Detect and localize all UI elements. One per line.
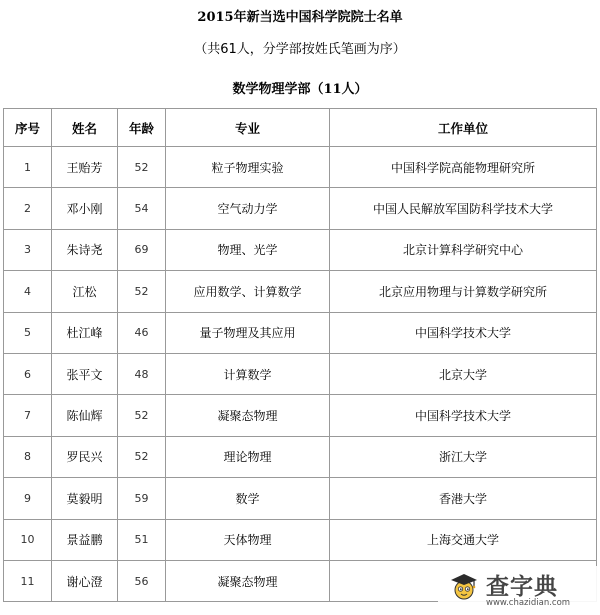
- cell-age: 56: [118, 560, 166, 601]
- cell-workplace: 中国科学技术大学: [330, 395, 597, 436]
- cell-name: 谢心澄: [52, 560, 118, 601]
- cell-major: 天体物理: [166, 519, 330, 560]
- cell-age: 52: [118, 271, 166, 312]
- site-watermark: [438, 566, 600, 615]
- academician-table: [3, 108, 597, 602]
- document-subtitle: （共61人，分学部按姓氏笔画为序）: [194, 42, 406, 57]
- table-row: [4, 395, 597, 436]
- cell-workplace: 中国科学院高能物理研究所: [330, 147, 597, 188]
- cell-index: 9: [4, 478, 52, 519]
- cell-major: 凝聚态物理: [166, 395, 330, 436]
- table-row: [4, 478, 597, 519]
- cell-age: 46: [118, 312, 166, 353]
- cell-index: 7: [4, 395, 52, 436]
- cell-name: 莫毅明: [52, 478, 118, 519]
- cell-index: 6: [4, 353, 52, 394]
- cell-name: 江松: [52, 271, 118, 312]
- cell-index: 1: [4, 147, 52, 188]
- cell-major: 凝聚态物理: [166, 560, 330, 601]
- table-row: [4, 229, 597, 270]
- cell-major: 理论物理: [166, 436, 330, 477]
- table-row: [4, 436, 597, 477]
- cell-age: 52: [118, 147, 166, 188]
- cell-major: 粒子物理实验: [166, 147, 330, 188]
- header-name: 姓名: [52, 109, 118, 147]
- document-title: 2015年新当选中国科学院院士名单: [197, 10, 403, 25]
- cell-age: 52: [118, 436, 166, 477]
- cell-age: 54: [118, 188, 166, 229]
- header-index: 序号: [4, 109, 52, 147]
- watermark-url: www.chazidian.com: [486, 598, 571, 608]
- cell-index: 8: [4, 436, 52, 477]
- cell-index: 11: [4, 560, 52, 601]
- cell-workplace: 浙江大学: [330, 436, 597, 477]
- table-row: [4, 188, 597, 229]
- table-row: [4, 147, 597, 188]
- cell-workplace: 中国人民解放军国防科学技术大学: [330, 188, 597, 229]
- header-age: 年龄: [118, 109, 166, 147]
- cell-name: 杜江峰: [52, 312, 118, 353]
- table-row: [4, 519, 597, 560]
- cell-name: 张平文: [52, 353, 118, 394]
- table-header-row: [4, 109, 597, 147]
- cell-name: 朱诗尧: [52, 229, 118, 270]
- cell-workplace: 北京应用物理与计算数学研究所: [330, 271, 597, 312]
- cell-age: 51: [118, 519, 166, 560]
- cell-name: 罗民兴: [52, 436, 118, 477]
- header-workplace: 工作单位: [330, 109, 597, 147]
- cell-name: 景益鹏: [52, 519, 118, 560]
- cell-workplace: 北京大学: [330, 353, 597, 394]
- cell-index: 4: [4, 271, 52, 312]
- cell-name: 王贻芳: [52, 147, 118, 188]
- cell-major: 应用数学、计算数学: [166, 271, 330, 312]
- cell-workplace: 香港大学: [330, 478, 597, 519]
- cell-index: 2: [4, 188, 52, 229]
- cell-index: 10: [4, 519, 52, 560]
- table-row: [4, 353, 597, 394]
- table-row: [4, 312, 597, 353]
- cell-major: 物理、光学: [166, 229, 330, 270]
- cell-name: 邓小刚: [52, 188, 118, 229]
- cell-age: 48: [118, 353, 166, 394]
- cell-workplace: 中国科学技术大学: [330, 312, 597, 353]
- table-row: [4, 271, 597, 312]
- cell-age: 69: [118, 229, 166, 270]
- mortarboard-icon: [448, 570, 480, 602]
- cell-major: 空气动力学: [166, 188, 330, 229]
- cell-major: 数学: [166, 478, 330, 519]
- header-major: 专业: [166, 109, 330, 147]
- cell-name: 陈仙辉: [52, 395, 118, 436]
- cell-index: 3: [4, 229, 52, 270]
- cell-major: 量子物理及其应用: [166, 312, 330, 353]
- cell-index: 5: [4, 312, 52, 353]
- watermark-text: 查字典: [486, 574, 558, 600]
- section-heading: 数学物理学部（11人）: [232, 82, 368, 97]
- cell-major: 计算数学: [166, 353, 330, 394]
- cell-workplace: 上海交通大学: [330, 519, 597, 560]
- cell-age: 59: [118, 478, 166, 519]
- cell-age: 52: [118, 395, 166, 436]
- cell-workplace: 北京计算科学研究中心: [330, 229, 597, 270]
